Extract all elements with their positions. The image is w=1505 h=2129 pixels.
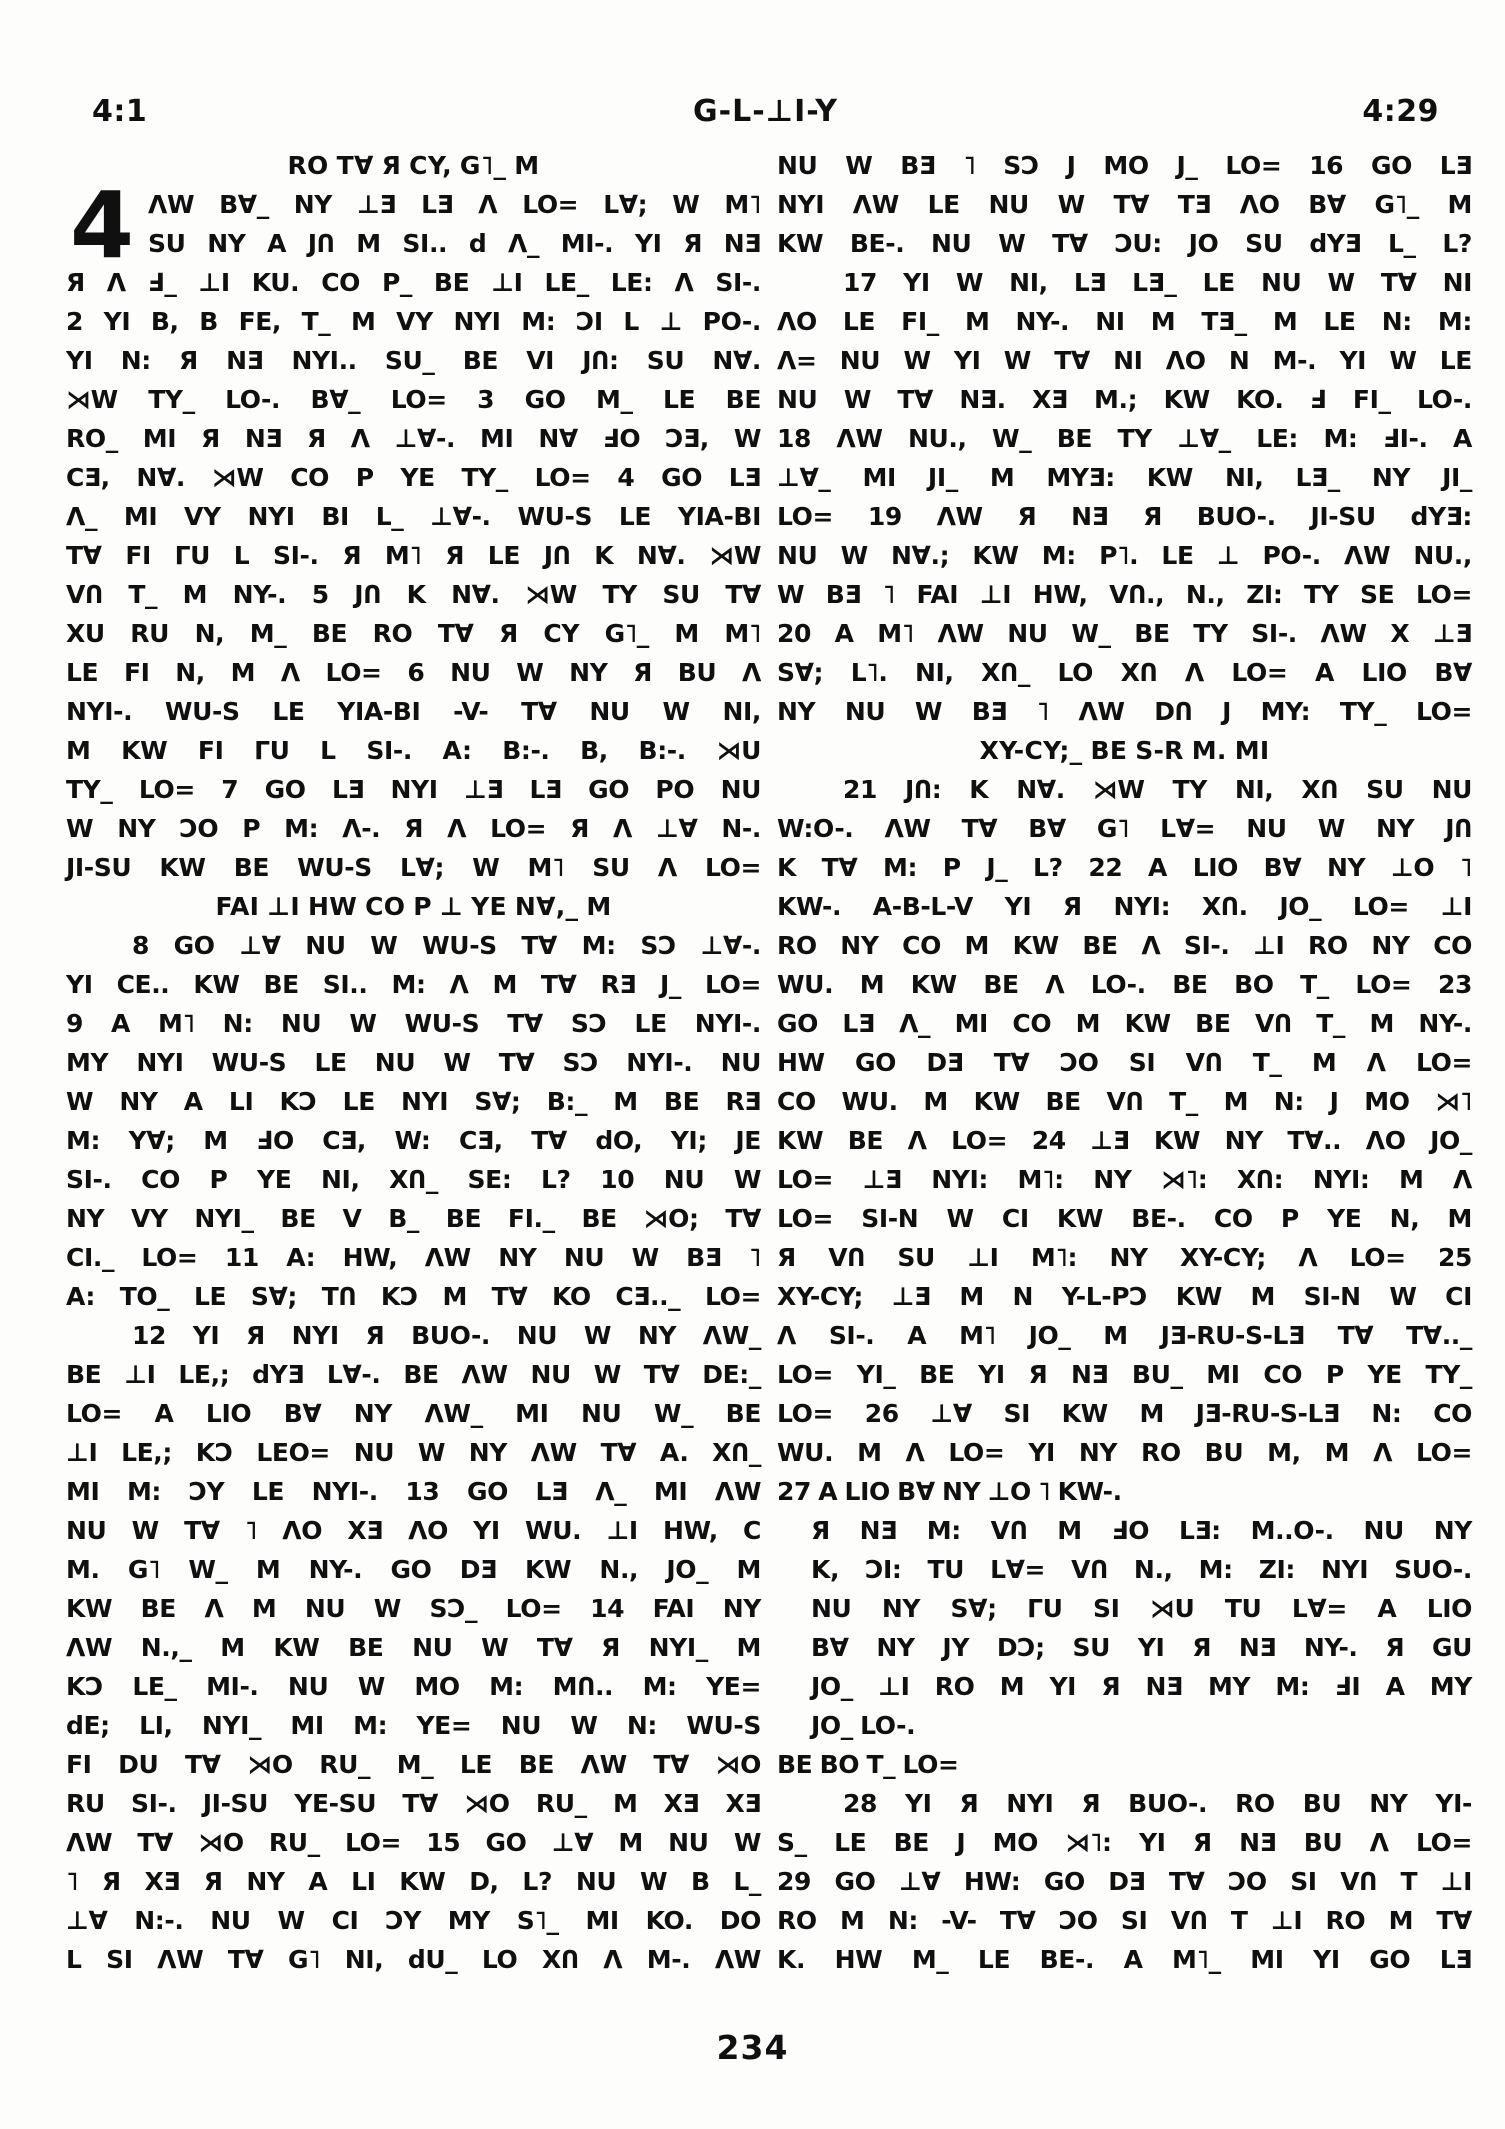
text-line: LO= ⊥Ǝ NYI: M˥: NY ⋊˥: XՈ: NYI: M Λ [777, 1165, 1472, 1194]
text-line: SI-. CO P YE NI, XՈ_ SE: L? 10 NU W [66, 1165, 761, 1194]
text-line: 21 JՈ: K N∀. ⋊W TY NI, XՈ SU NU [843, 775, 1472, 804]
text-line: CƎ, N∀. ⋊W CO P YE TY_ LO= 4 GO LƎ [66, 463, 761, 492]
text-line: W BƎ ˥ FAI ⊥I HW, VՈ., N., ZI: TY SE LO= [777, 580, 1472, 609]
text-line: K T∀ M: P J_ L? 22 A LIO B∀ NY ⊥O ˥ [777, 853, 1472, 882]
text-line: KƆ LE_ MI-. NU W MO M: MՈ.. M: YE= [66, 1672, 761, 1701]
text-line: ⊥I LE,; KƆ LEO= NU W NY ΛW T∀ A. XՈ_ [66, 1438, 761, 1467]
text-line: S_ LE BE J MO ⋊˥: YI Я NƎ BU Λ LO= [777, 1828, 1472, 1857]
text-line: NU W N∀.; KW M: P˥. LE ⊥ PO-. ΛW NU., [777, 541, 1472, 570]
text-line: KW BE-. NU W T∀ ƆU: JO SU dYƎ L_ L? [777, 229, 1472, 258]
text-line: HW GO DƎ T∀ ƆO SI VՈ T_ M Λ LO= [777, 1048, 1472, 1077]
text-line: YI CE.. KW BE SI.. M: Λ M T∀ RƎ J_ LO= [66, 970, 761, 999]
text-line: 2 YI B, B FE, T_ M VY NYI M: ƆI L ⊥ PO-. [66, 307, 761, 336]
text-line: K, ƆI: TU L∀= VՈ N., M: ZI: NYI SUO-. [811, 1555, 1472, 1584]
text-line: JO_ LO-. [811, 1711, 916, 1740]
text-line: ˥ Я XƎ Я NY A LI KW D, L? NU W B L_ [66, 1867, 761, 1896]
text-line: GO LƎ Λ_ MI CO M KW BE VՈ T_ M NY-. [777, 1009, 1472, 1038]
text-line: 9 A M˥ N: NU W WU-S T∀ SƆ LE NYI-. [66, 1009, 761, 1038]
text-line: 18 ΛW NU., W_ BE TY ⊥∀_ LE: M: ℲI-. A [777, 424, 1472, 453]
running-head [92, 94, 1439, 134]
text-line: WU. M Λ LO= YI NY RO BU M, M Λ LO= [777, 1438, 1472, 1467]
text-line: K. HW M_ LE BE-. A M˥_ MI YI GO LƎ [777, 1945, 1472, 1974]
text-line: KW-. A-B-L-V YI Я NYI: XՈ. JO_ LO= ⊥I [777, 892, 1472, 921]
text-line: BE BO T_ LO= [777, 1750, 959, 1779]
text-line: JO_ ⊥I RO M YI Я NƎ MY M: ℲI A MY [811, 1672, 1472, 1701]
text-line: NYI ΛW LE NU W T∀ TƎ ΛO B∀ G˥_ M [777, 190, 1472, 219]
text-line: ⋊W TY_ LO-. B∀_ LO= 3 GO M_ LE BE [66, 385, 761, 414]
text-line: NU W BƎ ˥ SƆ J MO J_ LO= 16 GO LƎ [777, 151, 1472, 180]
text-line: LO= A LIO B∀ NY ΛW_ MI NU W_ BE [66, 1399, 761, 1428]
text-line: 29 GO ⊥∀ HW: GO DƎ T∀ ƆO SI VՈ T ⊥I [777, 1867, 1472, 1896]
text-line: S∀; L˥. NI, XՈ_ LO XՈ Λ LO= A LIO B∀ [777, 658, 1472, 687]
text-line: NY VY NYI_ BE V B_ BE FI._ BE ⋊O; T∀ [66, 1204, 761, 1233]
text-line: NU W T∀ ˥ ΛO XƎ ΛO YI WU. ⊥I HW, C [66, 1516, 761, 1545]
text-line: M. G˥ W_ M NY-. GO DƎ KW N., JO_ M [66, 1555, 761, 1584]
text-line: NU NY S∀; ΓU SI ⋊U TU L∀= A LIO [811, 1594, 1472, 1623]
chapter-verse-ref-left: 4:1 [92, 94, 148, 129]
text-line: RO_ MI Я NƎ Я Λ ⊥∀-. MI N∀ ℲO ƆƎ, W [66, 424, 761, 453]
text-line: Я Λ Ⅎ_ ⊥I KU. CO P_ BE ⊥I LE_ LE: Λ SI-. [66, 268, 761, 297]
page-footer [0, 2028, 1505, 2067]
text-line: ΛO LE FI_ M NY-. NI M TƎ_ M LE N: M: [777, 307, 1472, 336]
text-line: JI-SU KW BE WU-S L∀; W M˥ SU Λ LO= [66, 853, 761, 882]
text-columns [66, 146, 1472, 1979]
text-line: NYI-. WU-S LE YIA-BI -V- T∀ NU W NI, [66, 697, 761, 726]
text-line: 27 A LIO B∀ NY ⊥O ˥ KW-. [777, 1477, 1122, 1506]
text-line: LE FI N, M Λ LO= 6 NU W NY Я BU Λ [66, 658, 761, 687]
text-line: ΛW T∀ ⋊O RU_ LO= 15 GO ⊥∀ M NU W [66, 1828, 761, 1857]
text-line: FI DU T∀ ⋊O RU_ M_ LE BE ΛW T∀ ⋊O [66, 1750, 761, 1779]
text-line: XU RU N, M_ BE RO T∀ Я CY G˥_ M M˥ [66, 619, 761, 648]
text-line: SU NY A JՈ M SI.. d Λ_ MI-. YI Я NƎ [148, 229, 761, 258]
section-heading: RO T∀ Я CY, G˥_ M [287, 151, 540, 180]
text-line: CI._ LO= 11 A: HW, ΛW NY NU W BƎ ˥ [66, 1243, 761, 1272]
text-line: LO= YI_ BE YI Я NƎ BU_ MI CO P YE TY_ [777, 1360, 1472, 1389]
text-line: A: TO_ LE S∀; TՈ KƆ M T∀ KO CƎ.._ LO= [66, 1282, 761, 1311]
text-line: 8 GO ⊥∀ NU W WU-S T∀ M: SƆ ⊥∀-. [132, 931, 761, 960]
section-heading: FAI ⊥I HW CO P ⊥ YE N∀,_ M [215, 892, 612, 921]
text-line: LO= SI-N W CI KW BE-. CO P YE N, M [777, 1204, 1472, 1233]
text-line: RO NY CO M KW BE Λ SI-. ⊥I RO NY CO [777, 931, 1472, 960]
text-line: NY NU W BƎ ˥ ΛW DՈ J MY: TY_ LO= [777, 697, 1472, 726]
text-line: ΛW B∀_ NY ⊥Ǝ LƎ Λ LO= L∀; W M˥ [148, 190, 761, 219]
text-line: M KW FI ΓU L SI-. A: B:-. B, B:-. ⋊U [66, 736, 761, 765]
text-line: B∀ NY JY DƆ; SU YI Я NƎ NY-. Я GU [811, 1633, 1472, 1662]
text-line: KW BE Λ M NU W SƆ_ LO= 14 FAI NY [66, 1594, 761, 1623]
text-line: KW BE Λ LO= 24 ⊥Ǝ KW NY T∀.. ΛO JO_ [777, 1126, 1472, 1155]
text-line: Я NƎ M: VՈ M ℲO LƎ: M..O-. NU NY [811, 1516, 1472, 1545]
section-heading: XY-CY;_ BE S-R M. MI [979, 736, 1270, 765]
text-line: XY-CY; ⊥Ǝ M N Y-L-PƆ KW M SI-N W CI [777, 1282, 1472, 1311]
chapter-number-dropcap: 4 [70, 172, 135, 279]
page-number: 234 [716, 2028, 789, 2067]
text-line: LO= 19 ΛW Я NƎ Я BUO-. JI-SU dYƎ: [777, 502, 1472, 531]
text-line: TY_ LO= 7 GO LƎ NYI ⊥Ǝ LƎ GO PO NU [66, 775, 761, 804]
text-line: ⊥∀ N:-. NU W CI ƆY MY S˥_ MI KO. DO [66, 1906, 761, 1935]
text-line: 17 YI W NI, LƎ LƎ_ LE NU W T∀ NI [843, 268, 1472, 297]
right-column [777, 146, 1472, 1979]
text-line: YI N: Я NƎ NYI.. SU_ BE VI JՈ: SU N∀. [66, 346, 761, 375]
text-line: Λ= NU W YI W T∀ NI ΛO N M-. YI W LE [777, 346, 1472, 375]
text-line: M: Y∀; M ℲO CƎ, W: CƎ, T∀ dO, YI; JE [66, 1126, 761, 1155]
text-line: ⊥∀_ MI JI_ M MYƎ: KW NI, LƎ_ NY JI_ [777, 463, 1472, 492]
text-line: T∀ FI ΓU L SI-. Я M˥ Я LE JՈ K N∀. ⋊W [66, 541, 761, 570]
book-title: G-L-⊥I-Y [693, 94, 838, 129]
text-line: Я VՈ SU ⊥I M˥: NY XY-CY; Λ LO= 25 [777, 1243, 1472, 1272]
text-line: W NY ƆO P M: Λ-. Я Λ LO= Я Λ ⊥∀ N-. [66, 814, 761, 843]
text-line: LO= 26 ⊥∀ SI KW M JƎ-RU-S-LƎ N: CO [777, 1399, 1472, 1428]
text-line: MI M: ƆY LE NYI-. 13 GO LƎ Λ_ MI ΛW [66, 1477, 761, 1506]
text-line: VՈ T_ M NY-. 5 JՈ K N∀. ⋊W TY SU T∀ [66, 580, 761, 609]
text-line: 28 YI Я NYI Я BUO-. RO BU NY YI- [843, 1789, 1472, 1818]
text-line: NU W T∀ NƎ. XƎ M.; KW KO. Ⅎ FI_ LO-. [777, 385, 1472, 414]
chapter-verse-ref-right: 4:29 [1362, 94, 1439, 129]
text-line: Λ_ MI VY NYI BI L_ ⊥∀-. WU-S LE YIA-BI [66, 502, 761, 531]
left-column [66, 146, 761, 1979]
text-line: 20 A M˥ ΛW NU W_ BE TY SI-. ΛW X ⊥Ǝ [777, 619, 1472, 648]
text-line: dE; LI, NYI_ MI M: YE= NU W N: WU-S [66, 1711, 761, 1740]
text-line: RO M N: -V- T∀ ƆO SI VՈ T ⊥I RO M T∀ [777, 1906, 1472, 1935]
text-line: CO WU. M KW BE VՈ T_ M N: J MO ⋊˥ [777, 1087, 1472, 1116]
text-line: W NY A LI KƆ LE NYI S∀; B:_ M BE RƎ [66, 1087, 761, 1116]
text-line: 12 YI Я NYI Я BUO-. NU W NY ΛW_ [132, 1321, 761, 1350]
text-line: ΛW N.,_ M KW BE NU W T∀ Я NYI_ M [66, 1633, 761, 1662]
text-line: MY NYI WU-S LE NU W T∀ SƆ NYI-. NU [66, 1048, 761, 1077]
text-line: WU. M KW BE Λ LO-. BE BO T_ LO= 23 [777, 970, 1472, 999]
text-line: Λ SI-. A M˥ JO_ M JƎ-RU-S-LƎ T∀ T∀.._ [777, 1321, 1472, 1350]
text-line: BE ⊥I LE,; dYƎ L∀-. BE ΛW NU W T∀ DE:_ [66, 1360, 761, 1389]
text-line: W:O-. ΛW T∀ B∀ G˥ L∀= NU W NY JՈ [777, 814, 1472, 843]
text-line: RU SI-. JI-SU YE-SU T∀ ⋊O RU_ M XƎ XƎ [66, 1789, 761, 1818]
text-line: L SI ΛW T∀ G˥ NI, dU_ LO XՈ Λ M-. ΛW [66, 1945, 761, 1974]
